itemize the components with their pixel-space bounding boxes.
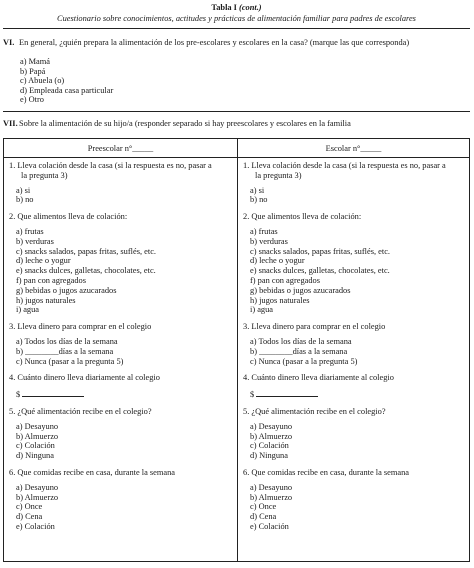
answer-option: a) Desayuno: [250, 421, 293, 431]
answer-option: b) Almuerzo: [250, 431, 293, 441]
answer-option: c) Once: [16, 502, 43, 512]
question-4-label: 4. Cuánto dinero lleva diariamente al colegio: [9, 373, 160, 383]
option-item: a) Mamá: [20, 57, 50, 66]
header-separator: [4, 157, 469, 158]
question-5-label: 5. ¿Qué alimentación recibe en el colegio?: [243, 406, 386, 416]
question-2-label: 2. Que alimentos lleva de colación:: [243, 212, 362, 222]
question-2-label: 2. Que alimentos lleva de colación:: [9, 212, 128, 222]
answer-option: c) Nunca (pasar a la pregunta 5): [16, 356, 124, 366]
answer-option: a) frutas: [250, 226, 278, 236]
currency-symbol: $: [16, 390, 21, 400]
table-subtitle: Cuestionario sobre conocimientos, actitudes y prácticas de alimentación familiar para padres de escolares: [57, 13, 416, 23]
money-field: [9, 388, 235, 400]
answer-option: d) leche o yogur: [250, 256, 305, 266]
answer-option: b) ________días a la semana: [16, 346, 114, 356]
money-blank: [256, 388, 318, 397]
answer-option: e) Colación: [250, 521, 289, 531]
section-7-question: [3, 119, 470, 129]
answer-option: b) Almuerzo: [16, 492, 59, 502]
section-rule: [3, 111, 470, 112]
answer-option: a) Todos los días de la semana: [16, 336, 118, 346]
section-6-question: [3, 38, 470, 48]
option-item: b) Papá: [20, 66, 46, 76]
question-1-label: [9, 161, 235, 181]
table-header: [3, 3, 470, 24]
section-6-number: VI.: [3, 38, 15, 47]
answer-option: b) no: [250, 195, 268, 205]
option-item: e) Otro: [20, 95, 44, 105]
option-item: c) Abuela (o): [20, 76, 65, 86]
section-6-text: En general, ¿quién prepara la alimentación de los pre-escolares y escolares en la casa? (marque las que corresponda): [19, 38, 410, 47]
section-7-text: Sobre la alimentación de su hijo/a (responder separado si hay preescolares y escolares en la familia: [19, 119, 351, 128]
answer-option: d) Cena: [16, 512, 43, 522]
question-3-label: 3. Lleva dinero para comprar en el colegio: [243, 322, 386, 332]
answer-option: d) Ninguna: [16, 451, 54, 461]
answer-option: a) Desayuno: [16, 421, 59, 431]
column-header-preescolar: Preescolar n°_____: [87, 144, 154, 153]
answer-option: c) Colación: [16, 441, 55, 451]
section-6-options: [20, 57, 113, 105]
answer-option: c) snacks salados, papas fritas, suflés, etc.: [250, 246, 391, 256]
answer-option: e) Colación: [16, 521, 55, 531]
answer-option: a) Todos los días de la semana: [250, 336, 352, 346]
money-field: [243, 388, 469, 400]
question-1-line-b: la pregunta 3): [21, 170, 68, 180]
title-text: Tabla I: [211, 3, 237, 12]
currency-symbol: $: [250, 390, 255, 400]
answer-option: g) bebidas o jugos azucarados: [250, 285, 351, 295]
answer-option: c) snacks salados, papas fritas, suflés, etc.: [16, 246, 157, 256]
answer-option: b) Almuerzo: [16, 431, 59, 441]
title-suffix: (cont.): [239, 3, 262, 12]
answer-option: d) leche o yogur: [16, 256, 71, 266]
header-rule: [3, 28, 470, 29]
answer-option: b) Almuerzo: [250, 492, 293, 502]
answer-option: c) Nunca (pasar a la pregunta 5): [250, 356, 358, 366]
answer-option: b) verduras: [16, 236, 54, 246]
answer-option: a) si: [16, 185, 31, 195]
answer-option: d) Ninguna: [250, 451, 288, 461]
question-1-line-a: 1. Lleva colación desde la casa (si la respuesta es no, pasar a: [243, 161, 446, 170]
answer-option: a) Desayuno: [16, 482, 59, 492]
answer-option: d) Cena: [250, 512, 277, 522]
question-1-line-a: 1. Lleva colación desde la casa (si la respuesta es no, pasar a: [9, 161, 212, 170]
answer-option: g) bebidas o jugos azucarados: [16, 285, 117, 295]
answer-option: c) Once: [250, 502, 277, 512]
question-3-label: 3. Lleva dinero para comprar en el colegio: [9, 322, 152, 332]
answer-option: b) verduras: [250, 236, 288, 246]
column-escolar: [243, 161, 469, 532]
option-item: d) Empleada casa particular: [20, 85, 114, 95]
answer-option: b) no: [16, 195, 34, 205]
answer-option: i) agua: [250, 305, 274, 315]
answer-option: e) snacks dulces, galletas, chocolates, etc.: [16, 266, 156, 276]
column-divider: [237, 139, 238, 561]
question-6-label: 6. Que comidas recibe en casa, durante la semana: [243, 467, 410, 477]
answer-option: h) jugos naturales: [250, 295, 310, 305]
answer-option: e) snacks dulces, galletas, chocolates, etc.: [250, 266, 390, 276]
questionnaire-table: [3, 138, 470, 562]
table-title: [3, 3, 470, 13]
question-5-label: 5. ¿Qué alimentación recibe en el colegio?: [9, 406, 152, 416]
answer-option: b) ________días a la semana: [250, 346, 348, 356]
question-6-label: 6. Que comidas recibe en casa, durante la semana: [9, 467, 176, 477]
answer-option: f) pan con agregados: [250, 275, 320, 285]
answer-option: c) Colación: [250, 441, 289, 451]
question-1-line-b: la pregunta 3): [255, 170, 302, 180]
answer-option: i) agua: [16, 305, 40, 315]
answer-option: f) pan con agregados: [16, 275, 86, 285]
question-1-label: [243, 161, 469, 181]
answer-option: a) si: [250, 185, 265, 195]
money-blank: [22, 388, 84, 397]
answer-option: a) Desayuno: [250, 482, 293, 492]
answer-option: h) jugos naturales: [16, 295, 76, 305]
column-header-escolar: Escolar n°_____: [325, 144, 382, 153]
section-7-number: VII.: [3, 119, 18, 128]
column-preescolar: [9, 161, 235, 532]
answer-option: a) frutas: [16, 226, 44, 236]
question-4-label: 4. Cuánto dinero lleva diariamente al colegio: [243, 373, 394, 383]
